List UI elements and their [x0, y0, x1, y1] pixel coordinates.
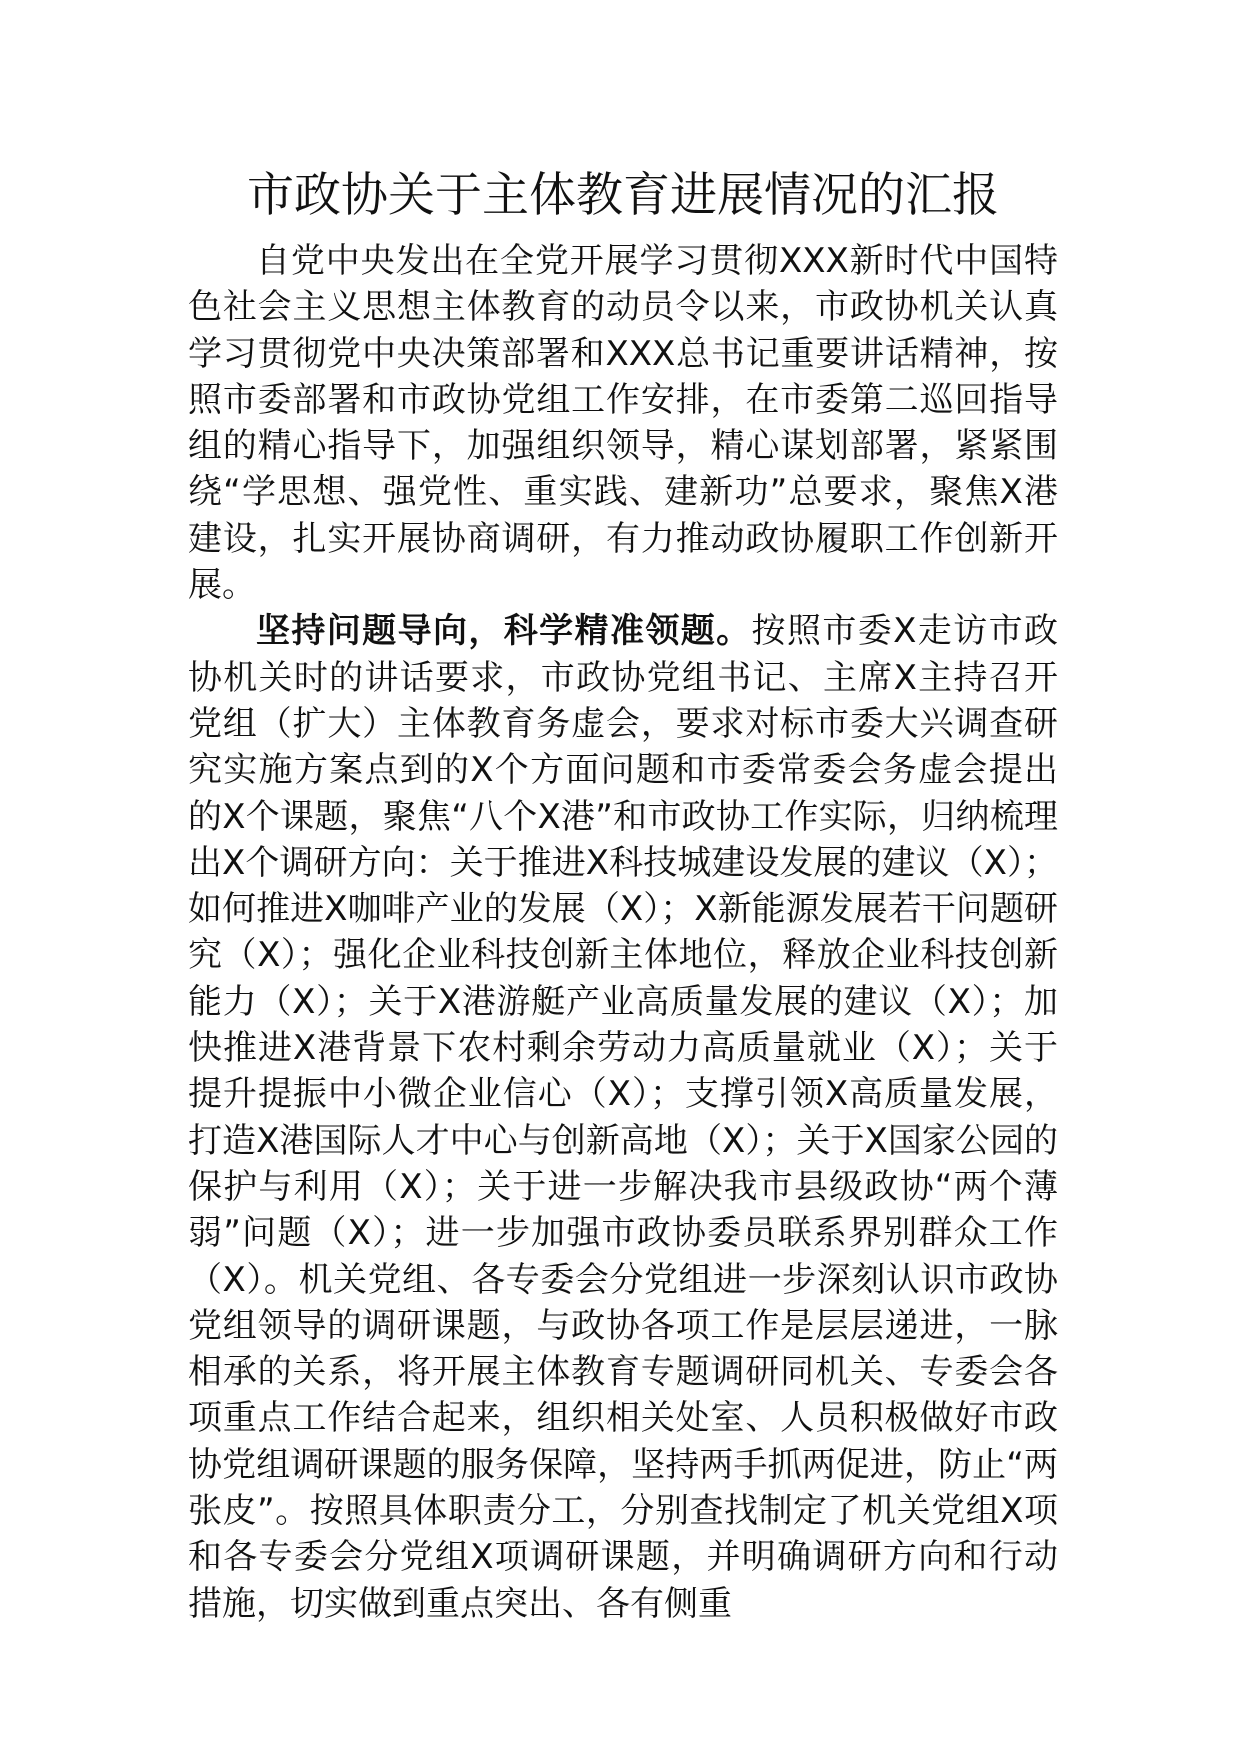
document-title: 市政协关于主体教育进展情况的汇报: [247, 168, 999, 223]
paragraph-1-text: 自党中央发出在全党开展学习贯彻XXX新时代中国特色社会主义思想主体教育的动员令以来，市政协机关认真学习贯彻党中央决策部署和XXX总书记重要讲话精神，按照市委部署和市政协党组工作安排，在市委第二巡回指导组的精心指导下，加强组织领导，精心谋划部署，紧紧围绕“学思想、强党性、重实践、建新功”总要求，聚焦X港建设，扎实开展协商调研，有力推动政协履职工作创新开展。: [188, 241, 1058, 606]
paragraph-2-text: 按照市委X走访市政协机关时的讲话要求，市政协党组书记、主席X主持召开党组（扩大）主体教育务虚会，要求对标市委大兴调查研究实施方案点到的X个方面问题和市委常委会务虚会提出的X个课题，聚焦“八个X港”和市政协工作实际，归纳梳理出X个调研方向：关于推进X科技城建设发展的建议（X）；如何推进X咖啡产业的发展（X）；X新能源发展若干问题研究（X）；强化企业科技创新主体地位，释放企业科技创新能力（X）；关于X港游艇产业高质量发展的建议（X）；加快推进X港背景下农村剩余劳动力高质量就业（X）；关于提升提振中小微企业信心（X）；支撑引领X高质量发展，打造X港国际人才中心与创新高地（X）；关于X国家公园的保护与利用（X）；关于进一步解决我市县级政协“两个薄弱”问题（X）；进一步加强市政协委员联系界别群众工作（X）。机关党组、各专委会分党组进一步深刻认识市政协党组领导的调研课题，与政协各项工作是层层递进，一脉相承的关系，将开展主体教育专题调研同机关、专委会各项重点工作结合起来，组织相关处室、人员积极做好市政协党组调研课题的服务保障，坚持两手抓两促进，防止“两张皮”。按照具体职责分工，分别查找制定了机关党组X项和各专委会分党组X项调研课题，并明确调研方向和行动措施，切实做到重点突出、各有侧重: [188, 611, 1059, 1624]
body-paragraph-2: [188, 608, 1058, 1627]
body-paragraph-1: [188, 238, 1058, 608]
paragraph-2-lead-heading: 坚持问题导向，科学精准领题。: [256, 611, 752, 652]
document-page: [188, 160, 1058, 1627]
